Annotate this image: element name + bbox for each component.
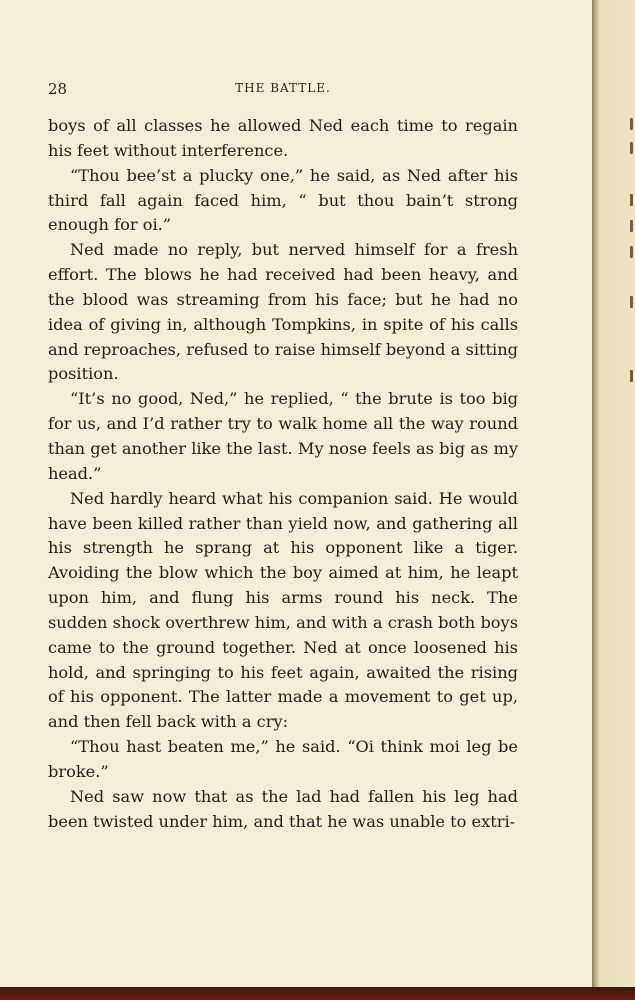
facing-page-mark: [630, 142, 633, 154]
body-text: [48, 114, 518, 834]
facing-page-mark: [630, 246, 633, 258]
paragraph: Ned saw now that as the lad had fallen his leg had been twisted under him, and that he was unable to extri-: [48, 786, 518, 831]
paragraph: “It’s no good, Ned,” he replied, “ the brute is too big for us, and I’d rather try to walk home all the way round than get another like the last. My nose feels as big as my head.”: [48, 389, 518, 483]
facing-page-mark: [630, 296, 633, 308]
paragraph: “Thou bee’st a plucky one,” he said, as Ned after his third fall again faced him, “ but thou bain’t strong enough for oi.”: [48, 165, 518, 235]
page-header: [48, 80, 518, 102]
book-binding-strip: [0, 987, 635, 1000]
facing-page-mark: [630, 118, 633, 130]
paragraph: boys of all classes he allowed Ned each time to regain his feet without interference.: [48, 116, 518, 160]
paragraph: Ned hardly heard what his companion said. He would have been killed rather than yield now, and gathering all his strength he sprang at his opponent like a tiger. Avoiding the blow which the boy aimed at him, he leapt upon him, and flung his arms round his neck. The sudden shock overthrew him, and with a crash both boys came to the ground together. Ned at once loosened his hold, and springing to his feet again, awaited the rising of his opponent. The latter made a movement to get up, and then fell back with a cry:: [48, 488, 518, 732]
facing-page-edge: [592, 0, 635, 1000]
paragraph: “Thou hast beaten me,” he said. “Oi think moi leg be broke.”: [48, 737, 518, 781]
paragraph: Ned made no reply, but nerved himself for a fresh effort. The blows he had received had been heavy, and the blood was streaming from his face; but he had no idea of giving in, although Tompkins, in spite of his calls and reproaches, refused to raise himself beyond a sitting position.: [48, 240, 518, 384]
facing-page-mark: [630, 370, 633, 382]
page-number: 28: [48, 80, 68, 98]
running-title: THE BATTLE.: [235, 81, 331, 95]
facing-page-mark: [630, 220, 633, 232]
facing-page-mark: [630, 194, 633, 206]
